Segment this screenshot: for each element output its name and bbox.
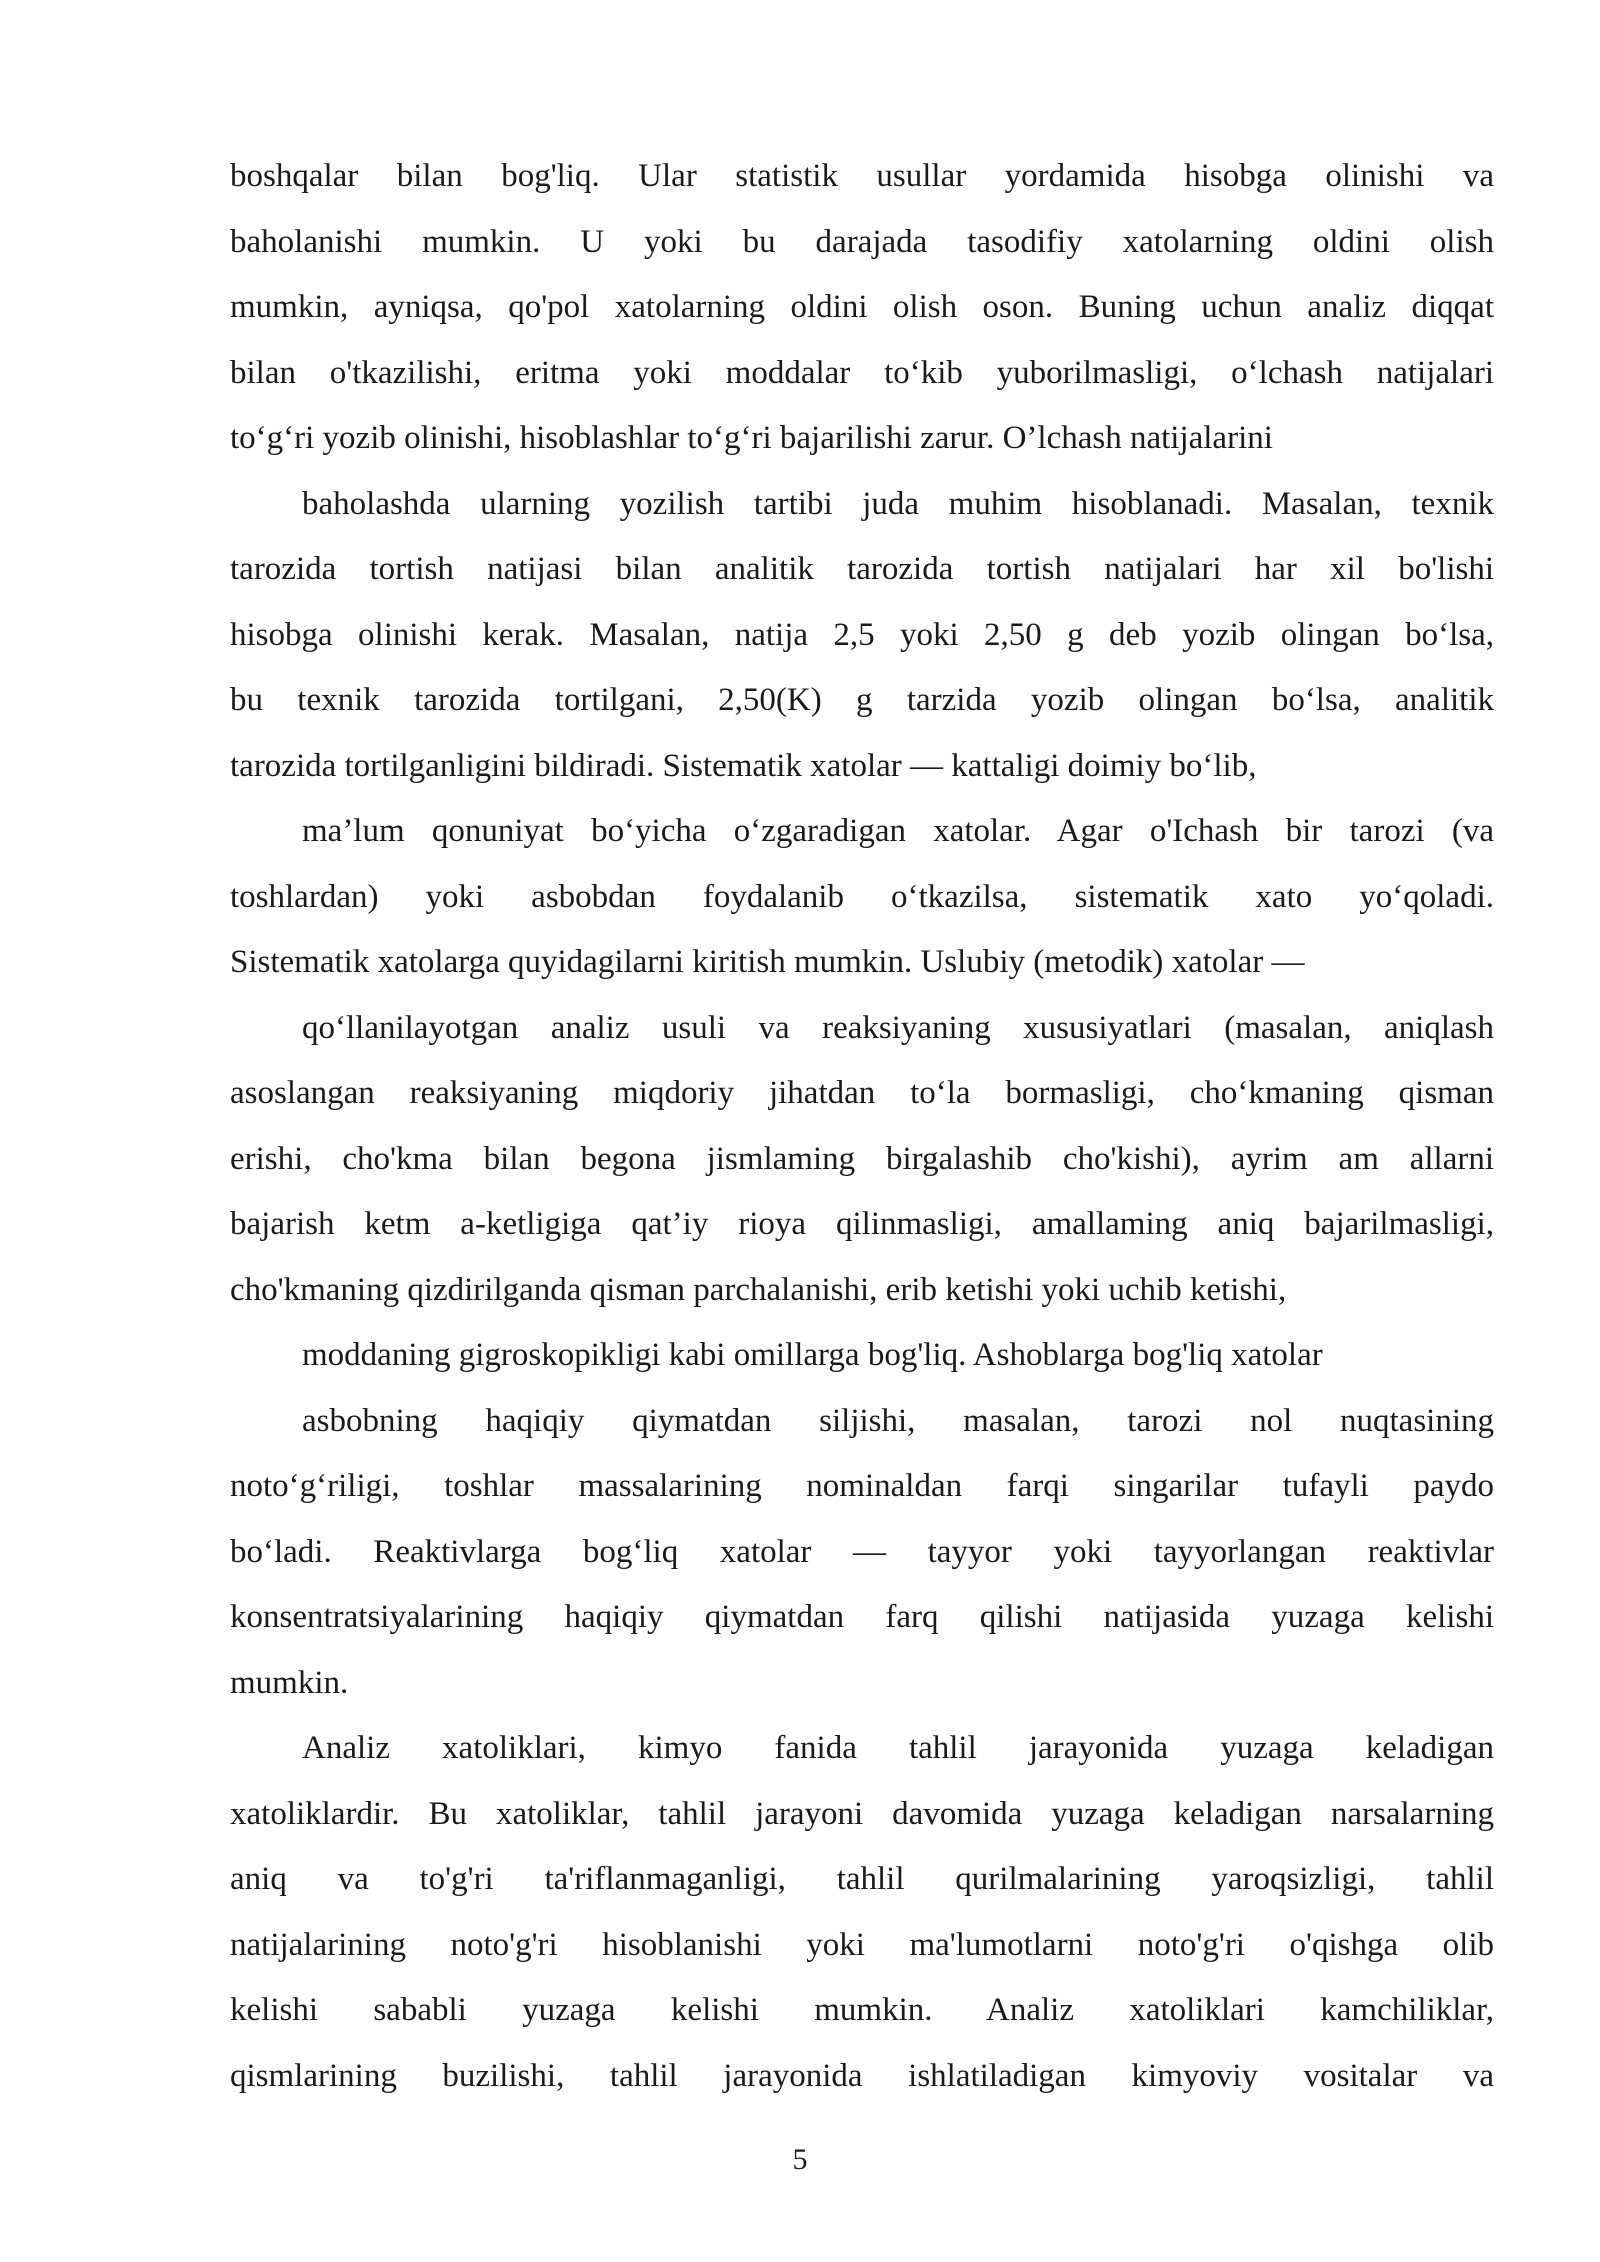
text-line: hisobga olinishi kerak. Masalan, natija 2,5 yoki 2,50 g deb yozib olingan bo‘lsa,	[230, 616, 1494, 653]
text-line: erishi, cho'kma bilan begona jismlaming birgalashib cho'kishi), ayrim am allarni	[230, 1140, 1494, 1177]
text-line: bu texnik tarozida tortilgani, 2,50(K) g tarzida yozib olingan bo‘lsa, analitik	[230, 682, 1494, 718]
text-line: qismlarining buzilishi, tahlil jarayonida ishlatiladigan kimyoviy vositalar va	[230, 2057, 1494, 2094]
text-line: moddaning gigroskopikligi kabi omillarga bog'liq. Ashoblarga bog'liq xatolar	[302, 1337, 1323, 1373]
text-line: bo‘ladi. Reaktivlarga bog‘liq xatolar — tayyor yoki tayyorlangan reaktivlar	[230, 1533, 1494, 1570]
text-line: aniq va to'g'ri ta'riflanmaganligi, tahlil qurilmalarining yaroqsizligi, tahlil	[230, 1861, 1494, 1897]
text-line: Sistematik xatolarga quyidagilarni kiritish mumkin. Uslubiy (metodik) xatolar —	[230, 944, 1305, 980]
text-line: Analiz xatoliklari, kimyo fanida tahlil jarayonida yuzaga keladigan	[302, 1730, 1494, 1766]
text-line: cho'kmaning qizdirilganda qisman parchalanishi, erib ketishi yoki uchib ketishi,	[230, 1271, 1287, 1308]
text-line: tarozida tortish natijasi bilan analitik tarozida tortish natijalari har xil bo'lishi	[230, 551, 1494, 587]
text-line: tarozida tortilganligini bildiradi. Sistematik xatolar — kattaligi doimiy bo‘lib,	[230, 747, 1257, 784]
text-line: toshlardan) yoki asbobdan foydalanib o‘tkazilsa, sistematik xato yo‘qoladi.	[230, 878, 1494, 915]
text-line: asoslangan reaksiyaning miqdoriy jihatdan to‘la bormasligi, cho‘kmaning qisman	[230, 1075, 1494, 1111]
text-line: natijalarining noto'g'ri hisoblanishi yoki ma'lumotlarni noto'g'ri o'qishga olib	[230, 1926, 1494, 1963]
text-line: noto‘g‘riligi, toshlar massalarining nominaldan farqi singarilar tufayli paydo	[230, 1468, 1494, 1504]
text-line: bilan o'tkazilishi, eritma yoki moddalar to‘kib yuborilmasligi, o‘lchash natijalari	[230, 354, 1494, 391]
text-line: kelishi sababli yuzaga kelishi mumkin. Analiz xatoliklari kamchiliklar,	[230, 1992, 1494, 2028]
text-line: xatoliklardir. Bu xatoliklar, tahlil jarayoni davomida yuzaga keladigan narsalarning	[230, 1795, 1494, 1832]
page-body	[230, 144, 1494, 2109]
text-line: baholanishi mumkin. U yoki bu darajada tasodifiy xatolarning oldini olish	[230, 223, 1494, 260]
text-line: bajarish ketm a-ketligiga qat’iy rioya qilinmasligi, amallaming aniq bajarilmasligi,	[230, 1206, 1494, 1242]
text-line: qo‘llanilayotgan analiz usuli va reaksiyaning xususiyatlari (masalan, aniqlash	[302, 1009, 1494, 1046]
text-line: boshqalar bilan bog'liq. Ular statistik usullar yordamida hisobga olinishi va	[230, 158, 1494, 194]
text-line: asbobning haqiqiy qiymatdan siljishi, masalan, tarozi nol nuqtasining	[302, 1402, 1494, 1439]
page-number: 5	[792, 2143, 808, 2176]
text-line: mumkin.	[230, 1664, 349, 1701]
text-line: mumkin, ayniqsa, qo'pol xatolarning oldini olish oson. Buning uchun analiz diqqat	[230, 289, 1494, 325]
text-line: baholashda ularning yozilish tartibi juda muhim hisoblanadi. Masalan, texnik	[302, 485, 1494, 522]
text-line: ma’lum qonuniyat bo‘yicha o‘zgaradigan xatolar. Agar o'Ichash bir tarozi (va	[302, 813, 1494, 849]
text-line: to‘g‘ri yozib olinishi, hisoblashlar to‘g‘ri bajarilishi zarur. O’lchash natijalarini	[230, 420, 1273, 456]
text-line: konsentratsiyalarining haqiqiy qiymatdan farq qilishi natijasida yuzaga kelishi	[230, 1599, 1494, 1635]
